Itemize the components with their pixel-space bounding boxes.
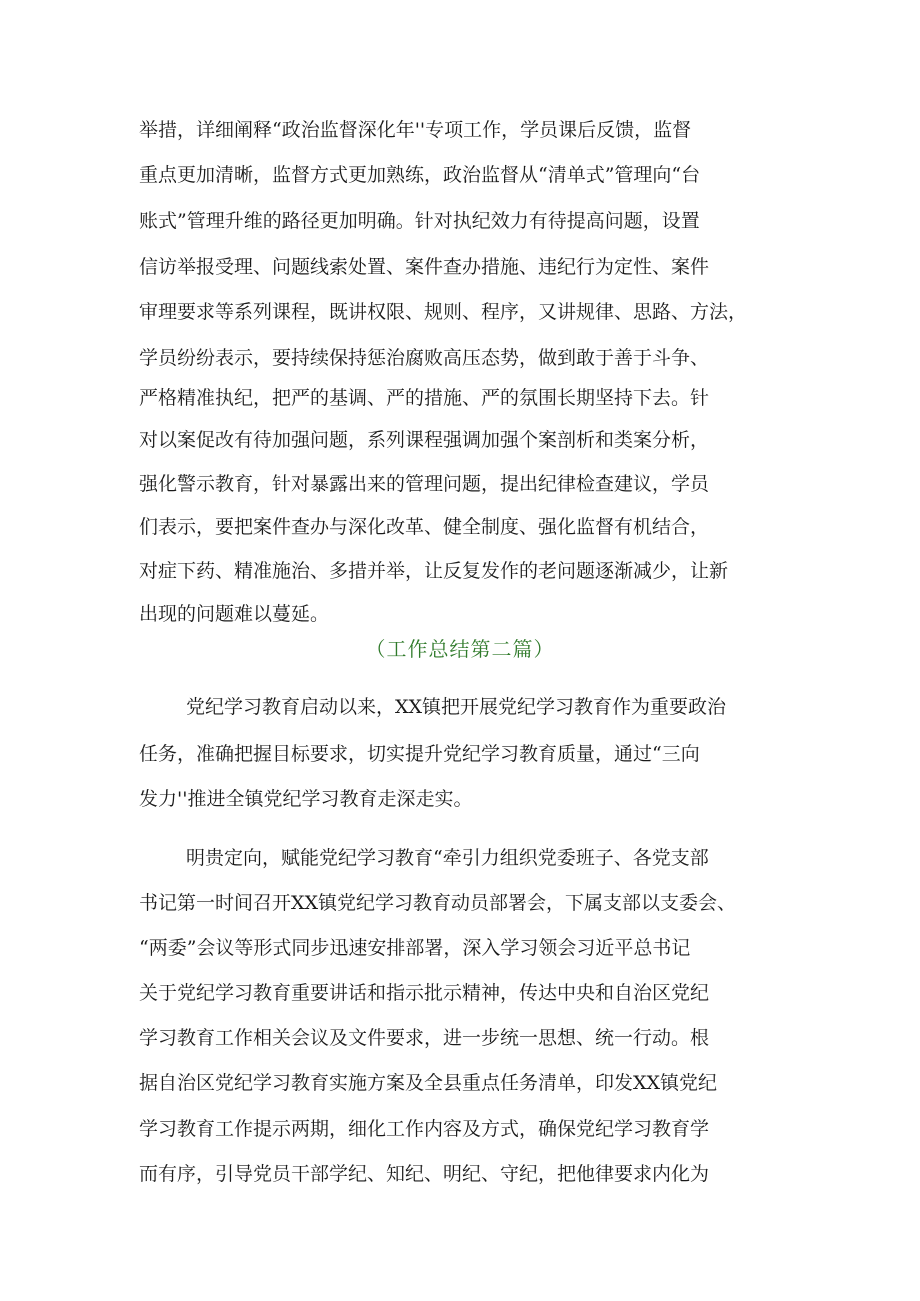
paragraph-line: 严格精准执纪，把严的基调、严的措施、严的氛围长期坚持下去。针 [139,387,710,409]
paragraph-line: 账式”管理升维的路径更加明确。针对执纪效力有待提高问题，设置 [139,210,700,232]
paragraph-line: 举措，详细阐释“政治监督深化年''专项工作，学员课后反馈，监督 [139,119,692,141]
paragraph-line: 重点更加清晰，监督方式更加熟练，政治监督从“清单式”管理向“台 [139,164,701,186]
paragraph-line: “两委”会议等形式同步迅速安排部署，深入学习领会习近平总书记 [139,937,691,959]
paragraph-line: 关于党纪学习教育重要讲话和指示批示精神，传达中央和自治区党纪 [139,982,710,1004]
paragraph-line: 书记第一时间召开XX镇党纪学习教育动员部署会，下属支部以支委会、 [139,892,737,914]
paragraph-line: 而有序，引导党员干部学纪、知纪、明纪、守纪，把他律要求内化为 [139,1163,710,1185]
section-heading: （工作总结第二篇） [365,637,555,661]
paragraph-line: 信访举报受理、问题线索处置、案件查办措施、违纪行为定性、案件 [139,256,710,278]
paragraph-line: 据自治区党纪学习教育实施方案及全县重点任务清单，印发XX镇党纪 [139,1072,718,1094]
paragraph-line: 学习教育工作相关会议及文件要求，进一步统一思想、统一行动。根 [139,1027,710,1049]
paragraph-line: 任务，准确把握目标要求，切实提升党纪学习教育质量，通过“三向 [139,743,700,765]
paragraph-line: 对以案促改有待加强问题，系列课程强调加强个案剖析和类案分析， [139,429,710,451]
paragraph-line: 学习教育工作提示两期，细化工作内容及方式，确保党纪学习教育学 [139,1118,710,1140]
paragraph-line: 强化警示教育，针对暴露出来的管理问题，提出纪律检查建议，学员 [139,473,710,495]
paragraph-line: 对症下药、精准施治、多措并举，让反复发作的老问题逐渐减少，让新 [139,560,729,582]
paragraph-line: 学员纷纷表示，要持续保持惩治腐败高压态势，做到敢于善于斗争、 [139,347,710,369]
paragraph-line: 党纪学习教育启动以来，XX镇把开展党纪学习教育作为重要政治 [186,696,727,718]
paragraph-line: 审理要求等系列课程，既讲权限、规则、程序，又讲规律、思路、方法， [139,301,748,323]
paragraph-line: 明贵定向，赋能党纪学习教育“牵引力组织党委班子、各党支部 [186,847,709,869]
paragraph-line: 们表示，要把案件查办与深化改革、健全制度、强化监督有机结合， [139,516,710,538]
paragraph-line: 发力''推进全镇党纪学习教育走深走实。 [139,788,473,810]
paragraph-line: 出现的问题难以蔓延。 [139,603,330,625]
